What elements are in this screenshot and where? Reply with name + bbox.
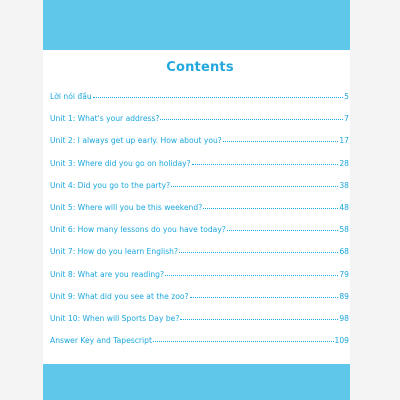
toc-entry[interactable] [50, 203, 349, 225]
toc-entry[interactable] [50, 270, 349, 292]
toc-leader-dots [153, 341, 334, 342]
toc-entry-label: Unit 3: Where did you go on holiday? [50, 158, 191, 168]
toc-entry-label: Unit 9: What did you see at the zoo? [50, 291, 189, 301]
toc-entry[interactable] [50, 314, 349, 336]
toc-leader-dots [227, 230, 338, 231]
toc-entry[interactable] [50, 114, 349, 136]
toc-entry[interactable] [50, 292, 349, 314]
toc-leader-dots [223, 141, 338, 142]
toc-entry-label: Unit 5: Where will you be this weekend? [50, 202, 203, 212]
toc-entry-label: Answer Key and Tapescript [50, 336, 152, 346]
bottom-color-band [43, 364, 350, 400]
toc-leader-dots [93, 97, 343, 98]
toc-entry-label: Unit 1: What's your address? [50, 114, 160, 124]
page-title: Contents [166, 60, 234, 75]
toc-entry-page: 38 [339, 180, 349, 190]
toc-leader-dots [180, 319, 338, 320]
toc-entry[interactable] [50, 225, 349, 247]
toc-entry[interactable] [50, 159, 349, 181]
toc-entry[interactable] [50, 92, 349, 114]
toc-entry-page: 79 [339, 269, 349, 279]
toc-entry-page: 68 [339, 247, 349, 257]
toc-entry-page: 48 [339, 202, 349, 212]
toc-entry-label: Unit 6: How many lessons do you have today? [50, 225, 226, 235]
toc-leader-dots [203, 208, 338, 209]
toc-leader-dots [190, 297, 339, 298]
top-color-band [43, 0, 350, 50]
toc-entry-page: 17 [339, 136, 349, 146]
toc-entry-page: 28 [339, 158, 349, 168]
toc-leader-dots [171, 186, 338, 187]
toc-leader-dots [179, 252, 338, 253]
toc-entry[interactable] [50, 247, 349, 269]
toc-entry-label: Lời nói đầu [50, 92, 92, 101]
toc-entry-page: 89 [339, 291, 349, 301]
toc-entry-page: 7 [344, 114, 349, 124]
toc-leader-dots [192, 164, 339, 165]
toc-entry-page: 98 [339, 313, 349, 323]
toc-entry[interactable] [50, 181, 349, 203]
toc-entry-page: 58 [339, 225, 349, 235]
toc-entry[interactable] [50, 136, 349, 158]
table-of-contents [50, 92, 349, 358]
toc-entry-label: Unit 7: How do you learn English? [50, 247, 179, 257]
toc-entry-page: 5 [344, 92, 349, 101]
toc-leader-dots [165, 275, 338, 276]
toc-entry-label: Unit 8: What are you reading? [50, 269, 164, 279]
toc-entry[interactable] [50, 336, 349, 358]
toc-entry-label: Unit 2: I always get up early. How about you? [50, 136, 222, 146]
toc-leader-dots [160, 119, 343, 120]
toc-entry-page: 109 [334, 336, 349, 346]
toc-entry-label: Unit 4: Did you go to the party? [50, 180, 171, 190]
toc-entry-label: Unit 10: When will Sports Day be? [50, 313, 180, 323]
